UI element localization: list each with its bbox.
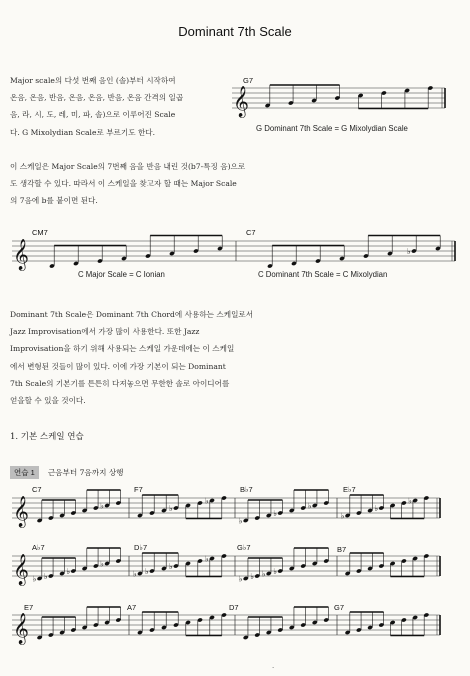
flat-icon: ♭ [66,567,71,576]
flat-icon: ♭ [100,501,104,511]
exercise-chord: A7 [127,603,137,612]
chord-symbol-cm7: CM7 [32,228,48,237]
flat-icon: ♭ [261,569,266,579]
exercise-chord: D♭7 [134,543,148,552]
paragraph-line: 의 7음에 b를 붙이면 된다. [10,196,98,206]
exercise-chord: E♭7 [343,485,356,494]
flat-icon: ♭ [407,247,411,256]
c-dominant-caption: C Dominant 7th Scale = C Mixolydian [258,270,388,279]
chord-symbol-g7: G7 [243,76,254,85]
flat-icon: ♭ [408,496,412,506]
paragraph-line: 얻을할 수 있을 것이다. [10,395,86,405]
exercise-chord: B7 [337,545,347,554]
exercise-chord: F7 [134,485,143,494]
flat-icon: ♭ [340,511,345,521]
treble-clef-icon: 𝄞 [13,496,29,527]
paragraph-line: 7th Scale의 기본기를 튼튼히 다져놓으면 무한한 솔로 아이디어를 [10,378,230,388]
flat-icon: ♭ [169,562,173,571]
section-title: 1. 기본 스케일 연습 [10,432,84,442]
exercise-chord: A♭7 [32,543,45,552]
c-major-caption: C Major Scale = C Ionian [78,270,165,279]
flat-icon: ♭ [273,509,278,518]
flat-icon: ♭ [238,574,243,584]
flat-icon: ♭ [169,504,173,513]
flat-icon: ♭ [307,501,312,511]
flat-icon: ♭ [100,559,104,569]
flat-icon: ♭ [145,567,149,576]
exercise-chord: C7 [32,485,42,494]
intro-line: Major scale의 다섯 번째 음인 (솔)부터 시작하여 [10,76,176,85]
flat-icon: ♭ [133,569,137,579]
flat-icon: ♭ [238,516,243,526]
paragraph-line: Jazz Improvisation에서 가장 많이 사용한다. 또한 Jazz [10,327,200,337]
practice-label: 연습 1 [10,466,39,479]
chord-symbol-c7: C7 [246,228,256,237]
exercise-chord: D7 [229,603,239,612]
g7-scale-caption: G Dominant 7th Scale = G Mixolydian Scale [256,124,408,133]
flat-icon: ♭ [205,496,209,506]
exercise-chord: G♭7 [237,543,251,552]
flat-icon: ♭ [250,572,255,581]
practice-description: 근음부터 7음까지 상행 [47,468,124,477]
flat-icon: ♭ [205,554,209,564]
paragraph-line: 도 생각할 수 있다. 따라서 이 스케일을 찾고자 할 때는 Major Scale [10,179,237,189]
flat-icon: ♭ [32,574,37,584]
exercise-chord: G7 [334,603,345,612]
page-mark: · [272,664,275,672]
flat-icon: ♭ [374,504,379,513]
intro-line: 다. G Mixolydian Scale로 부르기도 한다. [10,127,156,137]
treble-clef-icon: 𝄞 [13,554,29,585]
exercise-chord: E7 [24,603,34,612]
treble-clef-icon: 𝄞 [13,613,29,644]
paragraph-line: 이 스케일은 Major Scale의 7번째 음을 반음 내린 것(b7-특징 음)으로 [10,162,246,171]
treble-clef-icon: 𝄞 [13,239,29,270]
flat-icon: ♭ [273,567,278,576]
treble-clef-icon: 𝄞 [233,86,249,117]
exercise-chord: B♭7 [240,485,253,494]
paragraph-line: Improvisation을 하기 위해 사용되는 스케일 가운데에는 이 스케일 [10,344,235,354]
paragraph-line: 에서 변형된 것들이 많이 있다. 이에 가장 기본이 되는 Dominant [10,361,226,371]
intro-line: 온음, 온음, 반음, 온음, 온음, 반음, 온음 간격의 일곱 [10,93,184,103]
page-title: Dominant 7th Scale [178,24,292,39]
flat-icon: ♭ [43,572,48,581]
paragraph-line: Dominant 7th Scale은 Dominant 7th Chord에 사용하는 스케일로서 [10,310,254,319]
intro-line: 음, 라, 시, 도, 레, 미, 파, 솔)으로 이루어진 Scale [10,110,176,120]
